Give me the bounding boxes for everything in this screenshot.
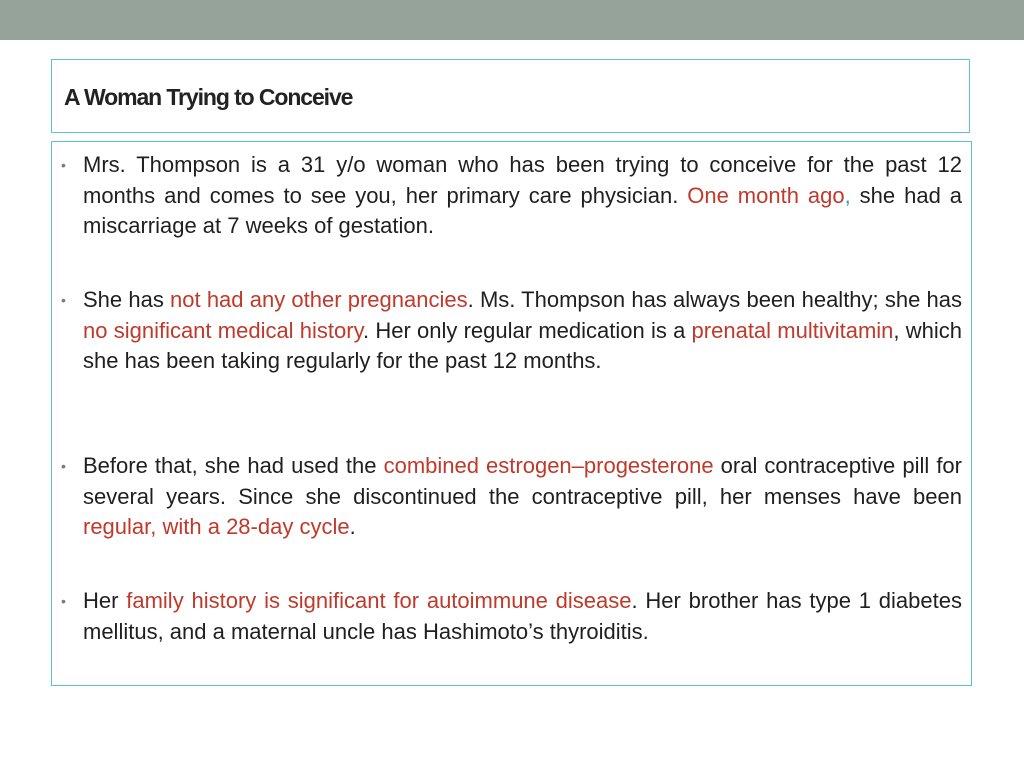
text-run: . bbox=[349, 514, 356, 539]
top-banner bbox=[0, 0, 1024, 40]
highlighted-phrase: no significant medical history bbox=[83, 317, 363, 343]
text-run: . Her brother has type 1 diabetes mellitus, and a maternal uncle has Hashimoto’s thyroiditis. bbox=[83, 588, 962, 644]
bullet-text bbox=[83, 588, 962, 644]
bullet-dot-icon: • bbox=[61, 157, 66, 173]
bullet-text bbox=[83, 287, 962, 373]
bullet-dot-icon: • bbox=[61, 593, 66, 609]
slide-title: A Woman Trying to Conceive bbox=[64, 84, 353, 110]
bullet-text bbox=[83, 453, 962, 539]
text-run: she had a miscarriage at 7 weeks of gestation. bbox=[83, 182, 962, 238]
text-run: She has bbox=[83, 287, 171, 312]
text-run: oral contraceptive pill for several years. Since she discontinued the contraceptive pill, her menses have been bbox=[83, 453, 962, 509]
text-run: . Her only regular medication is a bbox=[362, 317, 692, 343]
highlighted-phrase: regular, with a 28-day cycle bbox=[83, 514, 350, 539]
bullet-item bbox=[61, 150, 962, 242]
bullet-dot-icon: • bbox=[61, 458, 66, 474]
title-placeholder bbox=[51, 59, 970, 133]
highlighted-phrase: prenatal multivitamin bbox=[691, 317, 894, 343]
bullet-item bbox=[61, 285, 963, 377]
text-run: Before that, she had used the bbox=[83, 453, 384, 478]
bullet-item bbox=[61, 586, 962, 647]
bullet-text bbox=[83, 152, 962, 238]
highlighted-phrase: combined estrogen–progesterone bbox=[383, 453, 714, 478]
content-placeholder bbox=[51, 141, 972, 686]
highlighted-phrase: One month ago bbox=[687, 182, 845, 208]
highlighted-phrase: not had any other pregnancies bbox=[170, 287, 468, 312]
accent-comma: , bbox=[844, 182, 851, 208]
text-run: . Ms. Thompson has always been healthy; she has bbox=[467, 287, 963, 312]
bullet-dot-icon: • bbox=[61, 292, 66, 308]
highlighted-phrase: family history is significant for autoimmune disease bbox=[126, 588, 632, 613]
text-run: , which she has been taking regularly for the past 12 months. bbox=[83, 317, 963, 373]
text-run: Her bbox=[83, 588, 127, 613]
bullet-item bbox=[61, 451, 962, 543]
text-run: Mrs. Thompson is a 31 y/o woman who has been trying to conceive for the past 12 months and comes to see you, her primary care physician. bbox=[83, 152, 962, 208]
